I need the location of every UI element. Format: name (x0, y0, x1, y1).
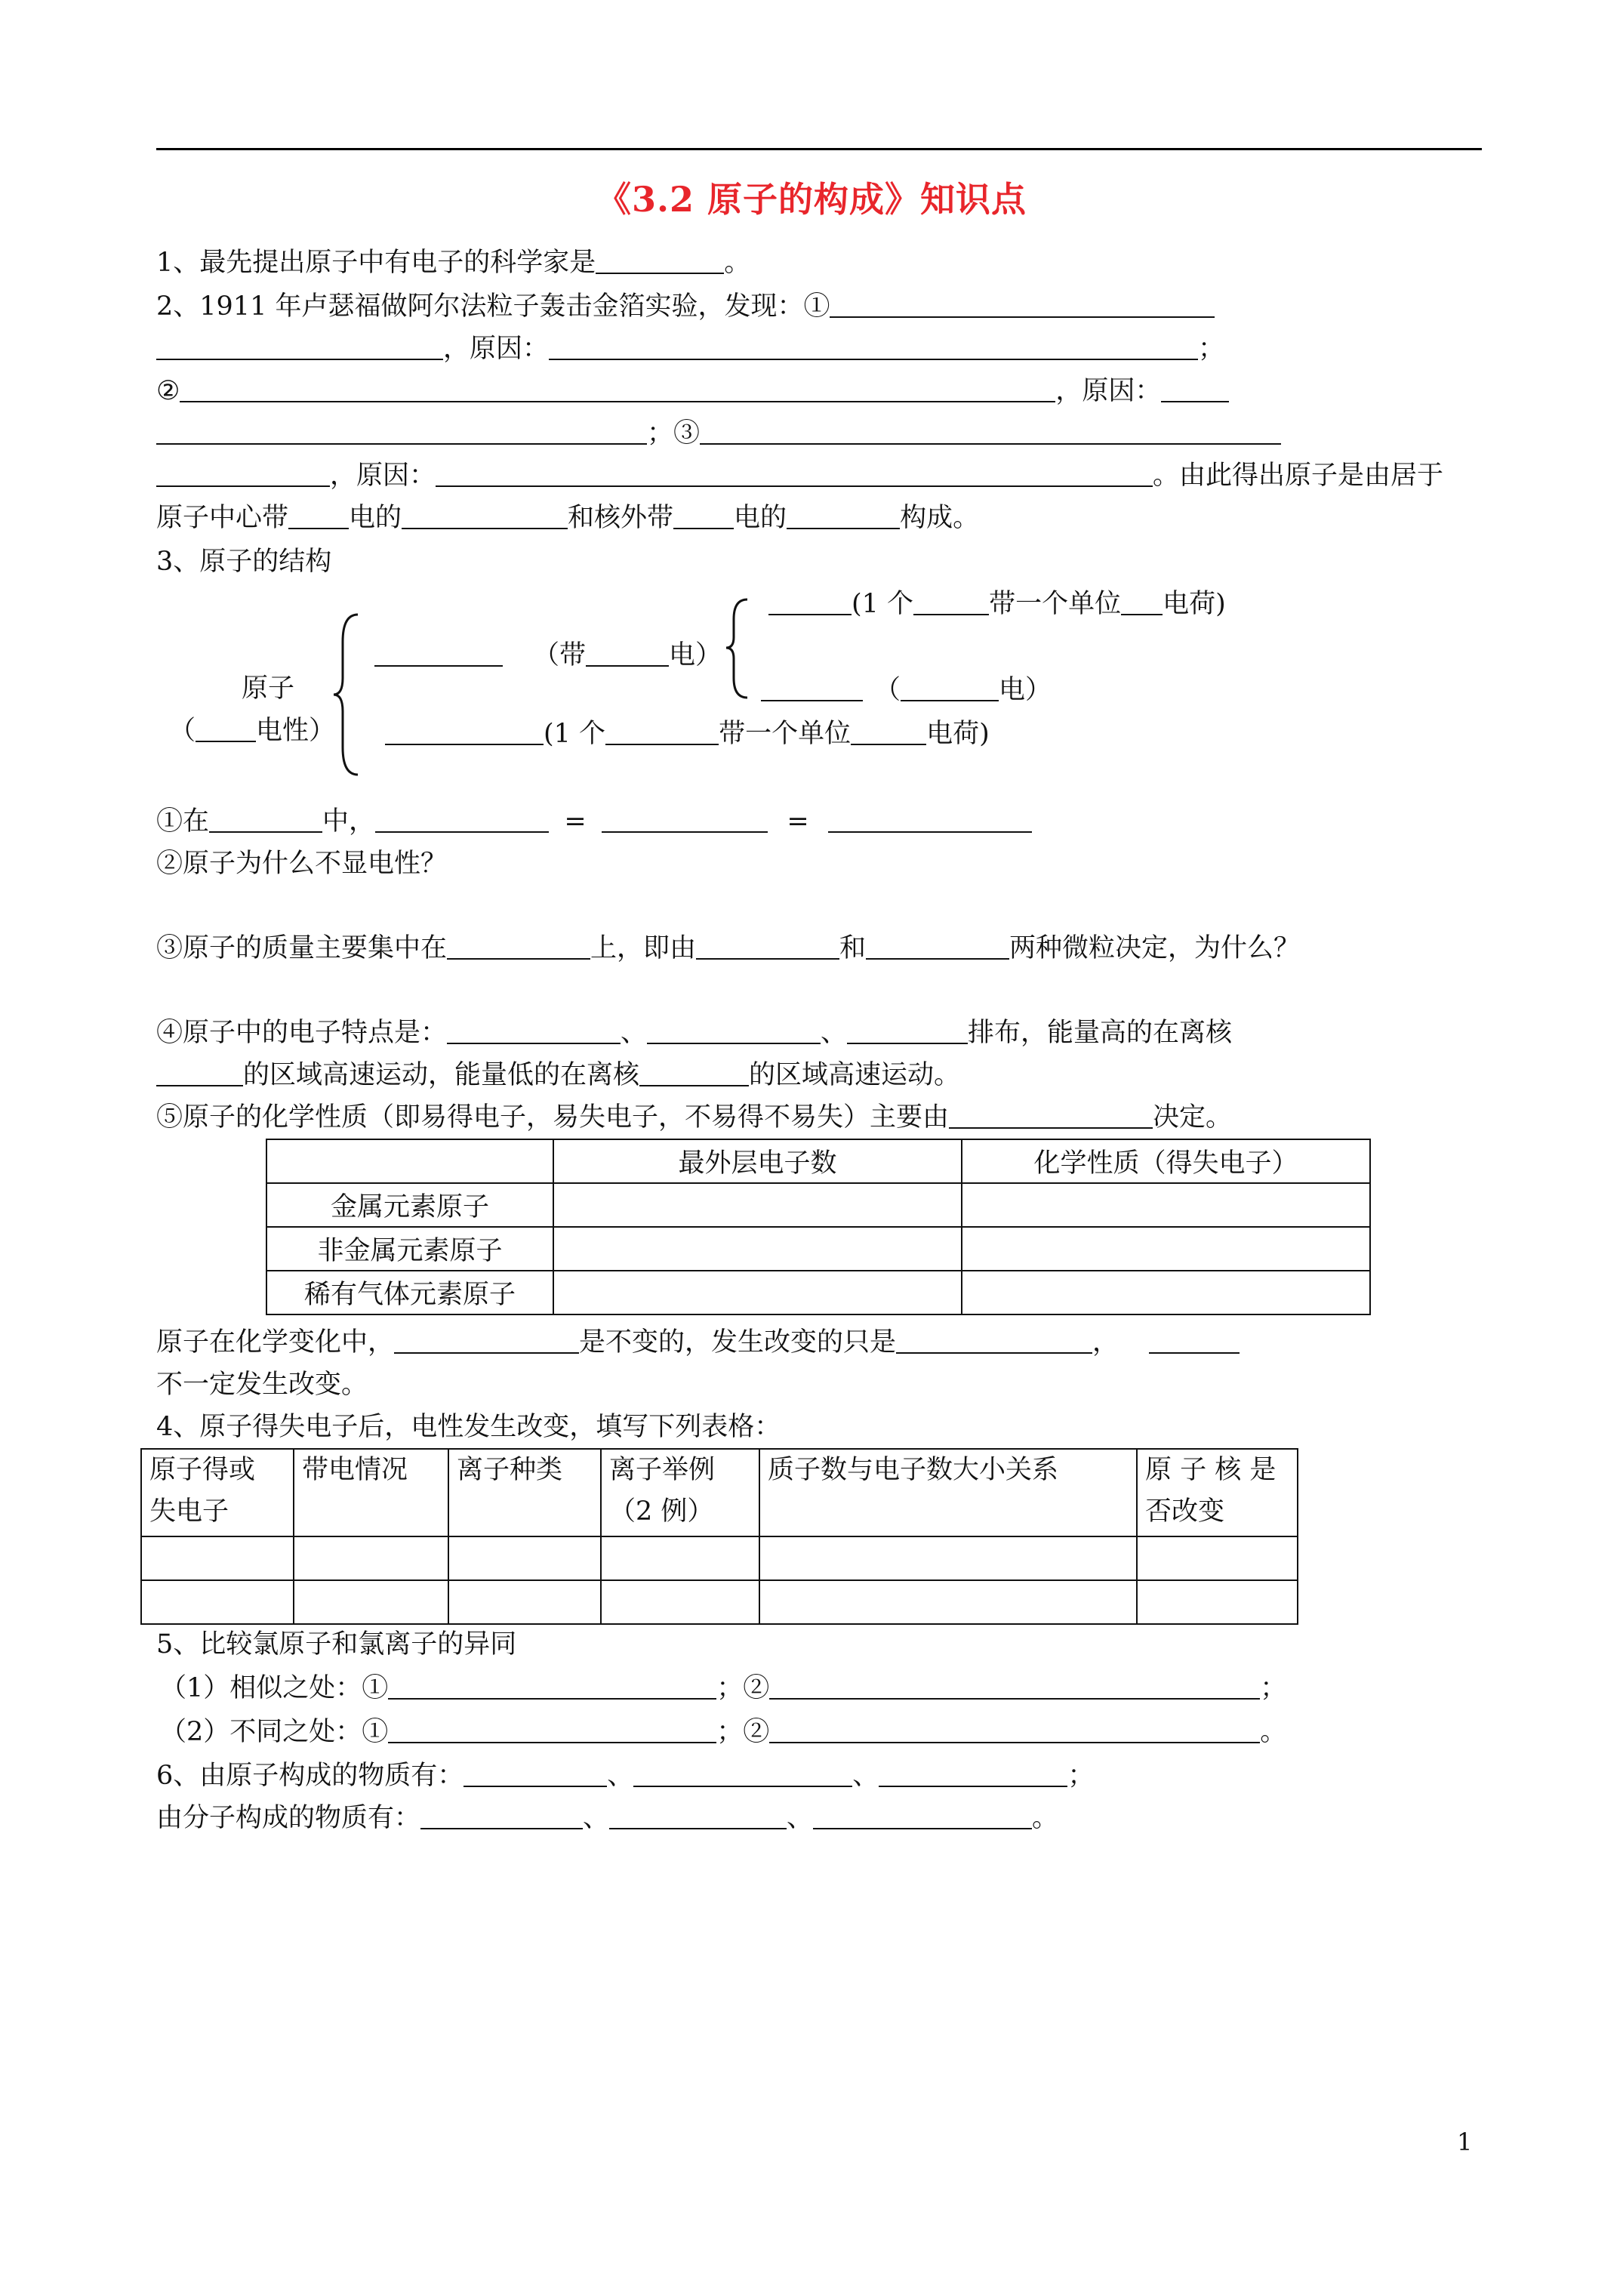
table-cell[interactable] (448, 1536, 601, 1580)
blank[interactable] (156, 328, 443, 360)
question-1: 1、最先提出原子中有电子的科学家是 。 (156, 242, 750, 284)
table-header: 最外层电子数 (553, 1139, 962, 1183)
table-header: 化学性质（得失电子） (962, 1139, 1370, 1183)
sub-2: ②原子为什么不显电性？ (156, 849, 448, 879)
sub-1: ①在 中， = = (156, 800, 1032, 843)
table-header: 离子种类 (448, 1449, 601, 1536)
blank[interactable] (447, 928, 590, 960)
blank[interactable] (180, 371, 1055, 402)
blank[interactable] (949, 1097, 1153, 1129)
question-5-different: （2）不同之处：① ；② 。 (160, 1711, 1286, 1753)
blank[interactable] (388, 1668, 716, 1700)
table-row-label: 金属元素原子 (266, 1183, 553, 1227)
blank[interactable] (769, 1712, 1260, 1743)
sub-4-line-1: ④原子中的电子特点是： 、 、 排布，能量高的在离核 (156, 1012, 1232, 1054)
blank[interactable] (402, 498, 568, 529)
blank[interactable] (647, 1012, 821, 1044)
blank[interactable] (828, 801, 1032, 833)
blank[interactable] (394, 1322, 579, 1354)
table-cell[interactable] (448, 1580, 601, 1624)
table-cell[interactable] (553, 1271, 962, 1314)
blank[interactable] (375, 801, 549, 833)
table-cell[interactable] (141, 1580, 294, 1624)
blank[interactable] (288, 498, 349, 529)
table-cell[interactable] (553, 1227, 962, 1271)
blank[interactable] (696, 928, 839, 960)
table-cell[interactable] (1137, 1536, 1298, 1580)
sub-3: ③原子的质量主要集中在 上，即由 和 两种微粒决定，为什么？ (156, 927, 1300, 969)
left-brace (332, 612, 370, 778)
question-5-heading: 5、比较氯原子和氯离子的异同 (156, 1629, 517, 1660)
table-cell[interactable] (553, 1183, 962, 1227)
blank[interactable] (700, 413, 1281, 445)
blank[interactable] (1121, 584, 1163, 615)
question-2-line-1: 2、1911 年卢瑟福做阿尔法粒子轰击金箔实验，发现：① (156, 285, 1215, 328)
blank[interactable] (385, 713, 544, 745)
after-table-line-2: 不一定发生改变。 (156, 1370, 368, 1400)
ion-table (140, 1448, 1298, 1625)
blank[interactable] (847, 1012, 968, 1044)
blank[interactable] (549, 328, 1198, 360)
question-2-line-4: ；③ (156, 412, 1281, 455)
table-cell[interactable] (294, 1536, 448, 1580)
table-cell[interactable] (962, 1227, 1370, 1271)
blank[interactable] (586, 635, 669, 667)
blank[interactable] (209, 801, 322, 833)
blank[interactable] (463, 1755, 607, 1787)
table-cell[interactable] (962, 1183, 1370, 1227)
blank[interactable] (1149, 1322, 1240, 1354)
table-cell[interactable] (141, 1536, 294, 1580)
nucleus-line: （带 电） (374, 634, 722, 676)
blank[interactable] (768, 584, 852, 615)
blank[interactable] (196, 710, 256, 742)
question-3-heading: 3、原子的结构 (156, 547, 332, 577)
blank[interactable] (673, 498, 734, 529)
question-4-heading: 4、原子得失电子后，电性发生改变，填写下列表格： (156, 1412, 781, 1442)
question-2-line-2: ，原因： ； (156, 328, 1224, 370)
table-cell[interactable] (759, 1580, 1137, 1624)
after-table-line-1: 原子在化学变化中， 是不变的，发生改变的只是 ， (156, 1321, 1240, 1364)
table-header: 带电情况 (294, 1449, 448, 1536)
table-cell[interactable] (759, 1536, 1137, 1580)
table-header: 离子举例 （2 例） (601, 1449, 759, 1536)
blank[interactable] (605, 713, 719, 745)
blank[interactable] (1161, 371, 1229, 402)
page-title: 《3.2 原子的构成》知识点 (596, 179, 1027, 220)
question-5-similar: （1）相似之处：① ；② ； (160, 1667, 1286, 1709)
sub-4-line-2: 的区域高速运动，能量低的在离核 的区域高速运动。 (156, 1054, 960, 1096)
electron-line: (1 个 带一个单位 电荷) (385, 713, 990, 755)
blank[interactable] (156, 455, 330, 487)
page-number: 1 (1457, 2128, 1473, 2156)
header-rule (156, 148, 1482, 150)
table-cell[interactable] (1137, 1580, 1298, 1624)
blank[interactable] (596, 242, 724, 274)
right-brace (725, 596, 755, 702)
blank[interactable] (374, 635, 503, 667)
blank[interactable] (813, 1798, 1032, 1829)
blank[interactable] (156, 413, 647, 445)
question-6-line-2: 由分子构成的物质有： 、 、 。 (156, 1797, 1058, 1839)
blank[interactable] (851, 713, 926, 745)
table-cell[interactable] (962, 1271, 1370, 1314)
blank[interactable] (787, 498, 900, 529)
blank[interactable] (602, 801, 768, 833)
blank[interactable] (830, 286, 1215, 318)
question-2-line-5: ，原因： 。由此得出原子是由居于 (156, 455, 1443, 497)
blank[interactable] (761, 670, 863, 701)
table-header: 原子得或 失电子 (141, 1449, 294, 1536)
blank[interactable] (913, 584, 989, 615)
blank[interactable] (447, 1012, 621, 1044)
neutron-line: （ 电） (761, 669, 1052, 711)
blank[interactable] (639, 1055, 749, 1086)
blank[interactable] (420, 1798, 583, 1829)
electron-table (266, 1139, 1371, 1315)
blank[interactable] (633, 1755, 852, 1787)
question-2-line-6: 原子中心带 电的 和核外带 电的 构成。 (156, 497, 979, 539)
table-row-label: 非金属元素原子 (266, 1227, 553, 1271)
table-cell[interactable] (294, 1580, 448, 1624)
question-6-line-1: 6、由原子构成的物质有： 、 、 ； (156, 1755, 1094, 1797)
table-header: 质子数与电子数大小关系 (759, 1449, 1137, 1536)
table-cell[interactable] (601, 1536, 759, 1580)
proton-line: (1 个 带一个单位 电荷) (768, 583, 1226, 625)
blank[interactable] (609, 1798, 787, 1829)
table-header: 原 子 核 是 否改变 (1137, 1449, 1298, 1536)
blank[interactable] (156, 1055, 243, 1086)
sub-5: ⑤原子的化学性质（即易得电子，易失电子，不易得不易失）主要由 决定。 (156, 1096, 1232, 1139)
atom-charge-line: （ 电性） (169, 710, 335, 752)
question-2-line-3: ② ，原因： (156, 370, 1229, 412)
atom-label: 原子 (242, 673, 295, 704)
blank[interactable] (769, 1668, 1260, 1700)
table-header (266, 1139, 553, 1183)
blank[interactable] (436, 455, 1153, 487)
blank[interactable] (388, 1712, 716, 1743)
blank[interactable] (901, 670, 999, 701)
table-row-label: 稀有气体元素原子 (266, 1271, 553, 1314)
blank[interactable] (866, 928, 1009, 960)
blank[interactable] (879, 1755, 1067, 1787)
table-cell[interactable] (601, 1580, 759, 1624)
blank[interactable] (896, 1322, 1092, 1354)
